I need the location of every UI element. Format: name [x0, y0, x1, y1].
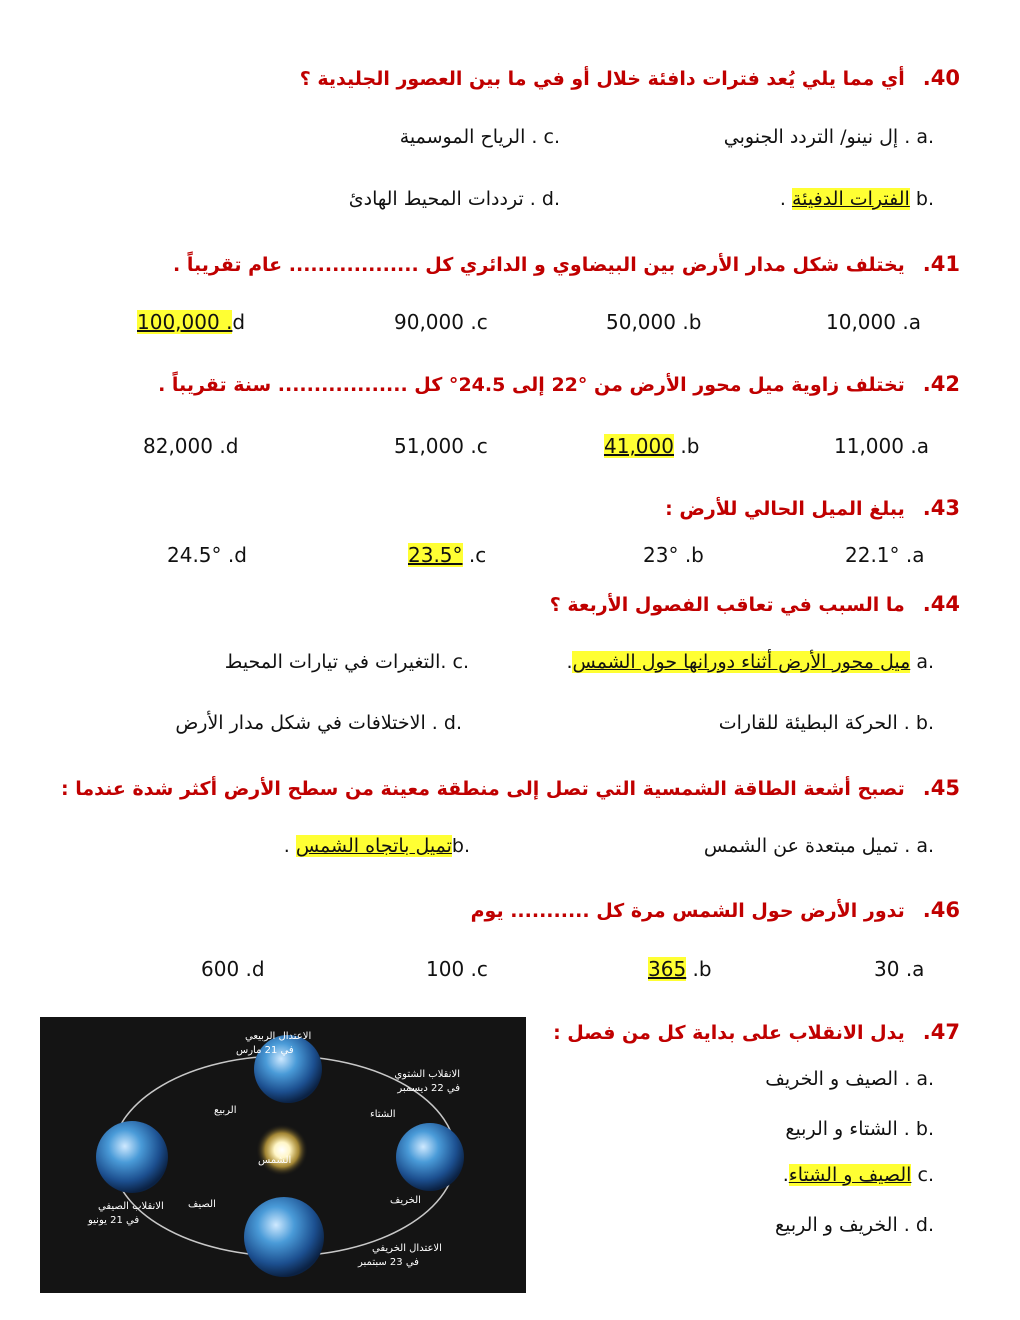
label-sun: الشمس: [258, 1155, 292, 1166]
option-42d: 82,000 .d: [143, 434, 239, 458]
option-44d: الاختلافات في شكل مدار الأرض . d.: [175, 712, 462, 734]
option-41b: 50,000 .b: [606, 310, 702, 334]
question-43: 43.يبلغ الميل الحالي للأرض :: [665, 496, 960, 520]
question-41: 41.يختلف شكل مدار الأرض بين البيضاوي و الدائري كل .................. عام تقريباً .: [173, 252, 960, 276]
question-42: 42.تختلف زاوية ميل محور الأرض من °22 إلى 24.5° كل .................. سنة تقريباً .: [158, 372, 960, 396]
question-47: 47.يدل الانقلاب على بداية كل من فصل :: [553, 1020, 960, 1044]
label-winter-solstice-1: الانقلاب الشتوي: [394, 1069, 460, 1080]
option-41a: 10,000 .a: [826, 310, 921, 334]
question-46: 46.تدور الأرض حول الشمس مرة كل ........... يوم: [470, 898, 960, 922]
option-43d: 24.5° .d: [167, 543, 247, 567]
label-autumn-equinox-2: في 23 سبتمبر: [358, 1257, 419, 1268]
earth-left-icon: [96, 1121, 168, 1193]
question-40: 40.أي مما يلي يُعد فترات دافئة خلال أو في ما بين العصور الجليدية ؟: [299, 66, 960, 90]
label-winter-solstice-2: في 22 ديسمبر: [397, 1083, 460, 1094]
label-spring-equinox-2: في 21 مارس: [236, 1045, 294, 1056]
label-summer-solstice-1: الانقلاب الصيفي: [98, 1201, 164, 1212]
option-46a: 30 .a: [874, 957, 925, 981]
question-45: 45.تصبح أشعة الطاقة الشمسية التي تصل إلى منطقة معينة من سطح الأرض أكثر شدة عندما :: [61, 776, 960, 800]
question-44: 44.ما السبب في تعاقب الفصول الأربعة ؟: [549, 592, 960, 616]
label-summer-solstice-2: في 21 يونيو: [88, 1215, 140, 1226]
option-46b: 365 .b: [648, 957, 712, 981]
label-winter: الشتاء: [370, 1109, 396, 1120]
option-47d: الخريف و الربيع . d.: [775, 1214, 934, 1236]
option-42c: 51,000 .c: [394, 434, 488, 458]
option-41d: 100,000 .d: [137, 310, 246, 334]
label-spring: الربيع: [214, 1105, 237, 1116]
option-47a: الصيف و الخريف . a.: [765, 1068, 934, 1090]
option-40a: إل نينو/ التردد الجنوبي . a.: [723, 126, 934, 148]
label-autumn: الخريف: [390, 1195, 421, 1206]
sun-icon: [256, 1124, 308, 1176]
option-42b: 41,000 .b: [604, 434, 700, 458]
option-44b: الحركة البطيئة للقارات . b.: [718, 712, 934, 734]
option-42a: 11,000 .a: [834, 434, 929, 458]
seasons-diagram: [40, 1017, 526, 1293]
earth-bottom-icon: [244, 1197, 324, 1277]
option-44a: .ميل محور الأرض أثناء دورانها حول الشمس a.: [566, 651, 934, 673]
label-summer: الصيف: [188, 1199, 216, 1210]
option-41c: 90,000 .c: [394, 310, 488, 334]
label-autumn-equinox-1: الاعتدال الخريفي: [372, 1243, 442, 1254]
option-46d: 600 .d: [201, 957, 265, 981]
option-40b: . الفترات الدفيئة b.: [779, 188, 934, 210]
option-45a: تميل مبتعدة عن الشمس . a.: [703, 835, 934, 857]
option-40c: الرياح الموسمية . c.: [399, 126, 560, 148]
option-47c: .الصيف و الشتاء c.: [782, 1164, 934, 1186]
option-40d: ترددات المحيط الهادئ . d.: [348, 188, 560, 210]
option-43a: 22.1° .a: [845, 543, 925, 567]
option-46c: 100 .c: [426, 957, 488, 981]
option-44c: التغيرات في تيارات المحيط. c.: [224, 651, 469, 673]
option-43c: 23.5° .c: [408, 543, 487, 567]
option-45b: . تميل باتجاه الشمسb.: [283, 835, 470, 857]
option-43b: 23° .b: [643, 543, 704, 567]
option-47b: الشتاء و الربيع . b.: [785, 1118, 934, 1140]
earth-right-icon: [396, 1123, 464, 1191]
label-spring-equinox-1: الاعتدال الربيعي: [245, 1031, 312, 1042]
